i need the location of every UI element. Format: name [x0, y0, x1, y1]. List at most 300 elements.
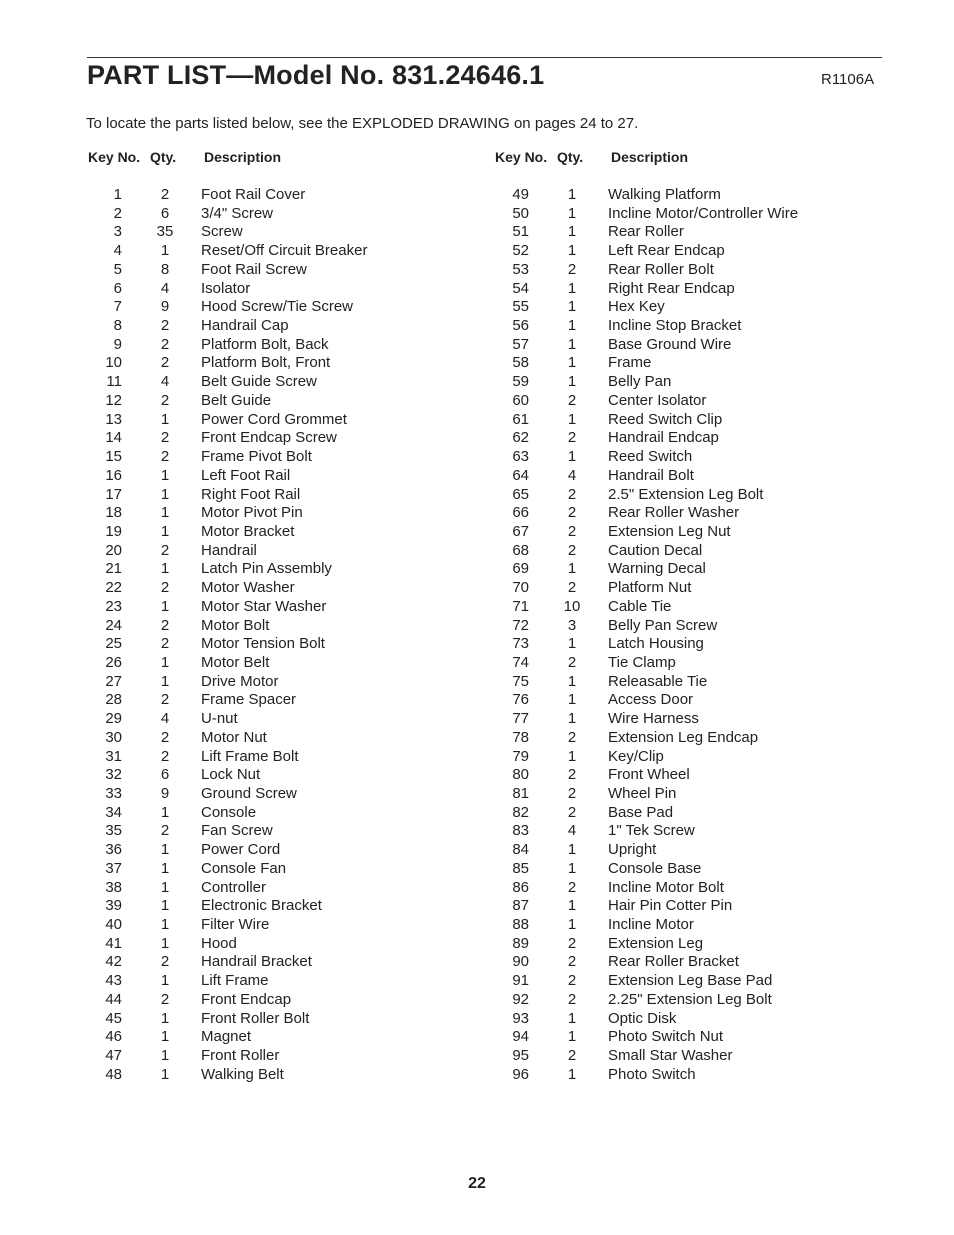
header-key-no: Key No.	[495, 149, 548, 165]
part-row	[86, 1028, 476, 1047]
part-key-no: 64	[512, 466, 529, 484]
part-row	[493, 972, 883, 991]
part-row	[86, 429, 476, 448]
part-description: Incline Motor Bolt	[608, 878, 724, 896]
part-description: Ground Screw	[201, 785, 297, 802]
page-number: 22	[468, 1175, 486, 1192]
part-key-no: 69	[512, 560, 529, 578]
part-key-no: 54	[512, 279, 529, 297]
part-row	[493, 953, 883, 972]
part-qty: 1	[567, 859, 577, 877]
part-qty: 1	[160, 897, 170, 915]
part-row	[86, 560, 476, 579]
part-key-no: 77	[512, 710, 529, 728]
part-qty: 1	[567, 1065, 577, 1083]
part-key-no: 25	[105, 635, 122, 653]
part-qty: 1	[567, 897, 577, 915]
part-key-no: 37	[105, 859, 122, 877]
part-key-no: 38	[105, 878, 122, 896]
part-qty: 1	[160, 1065, 170, 1083]
part-description: Base Pad	[608, 803, 674, 821]
part-key-no: 78	[512, 728, 529, 746]
part-key-no: 56	[512, 317, 529, 335]
part-qty: 1	[160, 934, 170, 952]
part-row	[86, 523, 476, 542]
part-description: Front Roller	[201, 1047, 280, 1065]
part-row	[493, 467, 883, 486]
part-description: Cable Tie	[608, 597, 672, 615]
part-description: Motor Belt	[201, 653, 270, 671]
part-description: Wire Harness	[608, 710, 699, 728]
part-qty: 1	[160, 1047, 170, 1065]
part-description: Front Endcap Screw	[201, 429, 337, 447]
part-key-no: 5	[113, 260, 122, 278]
part-key-no: 30	[105, 728, 122, 746]
part-qty: 2	[160, 635, 170, 653]
part-description: Tie Clamp	[608, 653, 676, 671]
part-key-no: 41	[105, 934, 122, 952]
part-row	[86, 635, 476, 654]
part-row	[86, 1010, 476, 1029]
part-qty: 2	[160, 616, 170, 634]
part-description: 2.5" Extension Leg Bolt	[608, 485, 764, 503]
part-key-no: 84	[512, 841, 529, 859]
part-description: Frame Pivot Bolt	[201, 448, 312, 466]
part-qty: 2	[567, 972, 577, 990]
part-description: Belt Guide	[201, 391, 272, 409]
part-row	[86, 317, 476, 336]
part-description: Warning Decal	[608, 560, 706, 578]
part-row	[493, 935, 883, 954]
part-row	[86, 205, 476, 224]
part-qty: 1	[160, 916, 170, 934]
part-qty: 1	[567, 560, 577, 578]
part-key-no: 73	[512, 635, 529, 653]
part-qty: 1	[567, 672, 577, 690]
part-row	[86, 691, 476, 710]
part-description: Left Foot Rail	[201, 466, 291, 484]
part-key-no: 9	[113, 335, 122, 353]
part-qty: 2	[567, 878, 577, 896]
part-description: 3/4" Screw	[201, 204, 274, 222]
part-qty: 2	[567, 653, 577, 671]
part-qty: 2	[160, 953, 170, 971]
part-key-no: 90	[512, 953, 529, 971]
part-description: Lift Frame	[201, 972, 269, 990]
part-row	[86, 373, 476, 392]
part-key-no: 96	[512, 1065, 529, 1083]
part-row	[86, 354, 476, 373]
part-description: Platform Bolt, Front	[201, 354, 331, 372]
part-row	[86, 504, 476, 523]
part-row	[493, 785, 883, 804]
part-key-no: 71	[512, 597, 529, 615]
part-description: Wheel Pin	[608, 785, 677, 802]
parts-list-left	[86, 186, 476, 1085]
part-row	[493, 991, 883, 1010]
part-key-no: 86	[512, 878, 529, 896]
part-row	[493, 223, 883, 242]
part-description: Handrail Bracket	[201, 953, 312, 971]
part-description: Motor Nut	[201, 728, 267, 746]
part-description: Center Isolator	[608, 391, 707, 409]
part-description: Belt Guide Screw	[201, 373, 317, 391]
part-key-no: 21	[105, 560, 122, 578]
part-description: Console	[201, 803, 257, 821]
part-row	[86, 598, 476, 617]
part-row	[493, 1047, 883, 1066]
part-key-no: 94	[512, 1028, 529, 1046]
part-description: Latch Pin Assembly	[201, 560, 332, 578]
part-row	[493, 879, 883, 898]
part-description: Hood Screw/Tie Screw	[201, 298, 353, 316]
part-qty: 2	[160, 335, 170, 353]
part-key-no: 87	[512, 897, 529, 915]
part-qty: 1	[160, 1009, 170, 1027]
part-description: Incline Motor	[608, 916, 694, 934]
part-row	[493, 710, 883, 729]
part-key-no: 57	[512, 335, 529, 353]
part-qty: 2	[160, 186, 170, 203]
header-description: Description	[611, 149, 689, 165]
part-qty: 1	[567, 317, 577, 335]
part-qty: 1	[567, 298, 577, 316]
part-description: Lock Nut	[201, 766, 261, 784]
part-key-no: 36	[105, 841, 122, 859]
part-key-no: 53	[512, 260, 529, 278]
part-row	[493, 916, 883, 935]
part-key-no: 76	[512, 691, 529, 709]
part-description: Caution Decal	[608, 541, 703, 559]
part-qty: 1	[567, 635, 577, 653]
part-qty: 2	[160, 728, 170, 746]
part-row	[86, 542, 476, 561]
part-key-no: 46	[105, 1028, 122, 1046]
part-row	[493, 280, 883, 299]
part-row	[493, 598, 883, 617]
part-description: Screw	[201, 223, 243, 241]
part-row	[493, 654, 883, 673]
part-key-no: 22	[105, 579, 122, 597]
part-key-no: 24	[105, 616, 122, 634]
part-description: Extension Leg Endcap	[608, 728, 759, 746]
part-row	[493, 354, 883, 373]
part-description: Foot Rail Screw	[201, 260, 307, 278]
part-description: Hex Key	[608, 298, 665, 316]
parts-list-right	[493, 186, 883, 1085]
part-description: U-nut	[201, 710, 238, 728]
part-row	[493, 860, 883, 879]
part-qty: 6	[160, 766, 170, 784]
part-key-no: 35	[105, 822, 122, 840]
part-key-no: 49	[512, 186, 529, 203]
part-description: Handrail	[201, 541, 257, 559]
part-row	[493, 411, 883, 430]
part-qty: 1	[567, 1028, 577, 1046]
part-key-no: 82	[512, 803, 529, 821]
part-key-no: 68	[512, 541, 529, 559]
part-row	[493, 392, 883, 411]
part-qty: 2	[567, 541, 577, 559]
part-key-no: 44	[105, 990, 122, 1008]
part-description: Right Foot Rail	[201, 485, 301, 503]
part-description: Motor Bracket	[201, 522, 295, 540]
part-row	[86, 804, 476, 823]
part-key-no: 11	[106, 373, 122, 391]
part-row	[86, 1047, 476, 1066]
part-key-no: 23	[105, 597, 122, 615]
part-row	[86, 280, 476, 299]
part-row	[86, 579, 476, 598]
part-row	[493, 673, 883, 692]
part-row	[86, 1066, 476, 1085]
part-row	[493, 822, 883, 841]
part-description: Photo Switch Nut	[608, 1028, 724, 1046]
part-description: Releasable Tie	[608, 672, 708, 690]
part-key-no: 14	[105, 429, 122, 447]
part-key-no: 17	[105, 485, 122, 503]
part-key-no: 63	[512, 448, 529, 466]
part-description: 1" Tek Screw	[608, 822, 695, 840]
part-description: Small Star Washer	[608, 1047, 733, 1065]
part-row	[493, 1066, 883, 1085]
part-row	[86, 617, 476, 636]
part-description: Front Wheel	[608, 766, 690, 784]
part-row	[493, 579, 883, 598]
part-description: Handrail Endcap	[608, 429, 719, 447]
part-description: Extension Leg	[608, 934, 704, 952]
intro-text: To locate the parts listed below, see the EXPLODED DRAWING on pages 24 to 27.	[86, 115, 639, 132]
part-key-no: 58	[512, 354, 529, 372]
header-key-no: Key No.	[88, 149, 141, 165]
part-qty: 1	[160, 560, 170, 578]
part-key-no: 32	[105, 766, 122, 784]
part-key-no: 89	[512, 934, 529, 952]
part-row	[86, 766, 476, 785]
part-row	[86, 673, 476, 692]
part-qty: 1	[160, 803, 170, 821]
part-description: Walking Platform	[608, 186, 721, 203]
part-row	[493, 560, 883, 579]
part-qty: 2	[160, 990, 170, 1008]
part-key-no: 28	[105, 691, 122, 709]
part-row	[493, 1010, 883, 1029]
part-qty: 1	[160, 597, 170, 615]
part-row	[493, 298, 883, 317]
part-qty: 2	[160, 317, 170, 335]
part-qty: 1	[567, 410, 577, 428]
part-row	[86, 916, 476, 935]
part-qty: 2	[160, 448, 170, 466]
part-description: Power Cord Grommet	[201, 410, 347, 428]
part-qty: 1	[567, 354, 577, 372]
part-description: Latch Housing	[608, 635, 704, 653]
part-key-no: 79	[512, 747, 529, 765]
part-qty: 2	[567, 953, 577, 971]
part-description: Platform Nut	[608, 579, 692, 597]
part-qty: 4	[160, 373, 170, 391]
part-qty: 1	[160, 485, 170, 503]
part-key-no: 93	[512, 1009, 529, 1027]
part-qty: 4	[160, 710, 170, 728]
part-key-no: 4	[113, 242, 122, 260]
part-description: Motor Bolt	[201, 616, 270, 634]
part-row	[86, 186, 476, 205]
part-row	[493, 897, 883, 916]
part-key-no: 13	[105, 410, 122, 428]
part-description: Reed Switch	[608, 448, 693, 466]
part-row	[86, 654, 476, 673]
part-key-no: 43	[105, 972, 122, 990]
part-key-no: 8	[113, 317, 122, 335]
part-description: Walking Belt	[201, 1065, 284, 1083]
part-row	[493, 186, 883, 205]
part-qty: 4	[567, 822, 577, 840]
part-key-no: 74	[512, 653, 529, 671]
part-key-no: 59	[512, 373, 529, 391]
part-description: Handrail Bolt	[608, 466, 694, 484]
part-qty: 2	[567, 990, 577, 1008]
part-description: 2.25" Extension Leg Bolt	[608, 990, 772, 1008]
part-qty: 2	[567, 522, 577, 540]
part-qty: 2	[567, 485, 577, 503]
part-key-no: 75	[512, 672, 529, 690]
part-key-no: 92	[512, 990, 529, 1008]
part-description: Magnet	[201, 1028, 252, 1046]
part-description: Console Fan	[201, 859, 287, 877]
part-description: Reed Switch Clip	[608, 410, 723, 428]
part-row	[86, 972, 476, 991]
part-key-no: 18	[105, 504, 122, 522]
part-key-no: 10	[105, 354, 122, 372]
part-qty: 1	[160, 859, 170, 877]
part-row	[493, 486, 883, 505]
part-row	[493, 205, 883, 224]
part-description: Frame	[608, 354, 652, 372]
part-row	[493, 373, 883, 392]
part-key-no: 26	[105, 653, 122, 671]
part-description: Left Rear Endcap	[608, 242, 725, 260]
part-description: Electronic Bracket	[201, 897, 322, 915]
part-key-no: 1	[113, 186, 122, 203]
title-rule	[87, 57, 882, 58]
part-key-no: 20	[105, 541, 122, 559]
part-key-no: 55	[512, 298, 529, 316]
part-description: Motor Pivot Pin	[201, 504, 303, 522]
part-key-no: 31	[105, 747, 122, 765]
part-description: Extension Leg Base Pad	[608, 972, 773, 990]
part-qty: 9	[160, 298, 170, 316]
part-qty: 1	[160, 672, 170, 690]
part-description: Rear Roller	[608, 223, 684, 241]
part-description: Handrail Cap	[201, 317, 289, 335]
part-row	[86, 392, 476, 411]
part-row	[86, 860, 476, 879]
part-qty: 2	[160, 391, 170, 409]
part-description: Incline Motor/Controller Wire	[608, 204, 799, 222]
part-row	[86, 879, 476, 898]
part-qty: 2	[160, 747, 170, 765]
part-qty: 1	[567, 223, 577, 241]
part-description: Hair Pin Cotter Pin	[608, 897, 733, 915]
part-row	[86, 242, 476, 261]
part-key-no: 6	[113, 279, 122, 297]
part-qty: 1	[160, 410, 170, 428]
part-description: Hood	[201, 934, 237, 952]
part-row	[493, 448, 883, 467]
revision-code: R1106A	[821, 71, 875, 88]
part-key-no: 65	[512, 485, 529, 503]
part-key-no: 42	[105, 953, 122, 971]
part-row	[493, 261, 883, 280]
part-description: Lift Frame Bolt	[201, 747, 299, 765]
part-description: Fan Screw	[201, 822, 273, 840]
part-row	[86, 336, 476, 355]
part-row	[86, 897, 476, 916]
part-qty: 1	[567, 335, 577, 353]
header-qty: Qty.	[557, 149, 584, 165]
column-header	[493, 149, 883, 169]
part-key-no: 39	[105, 897, 122, 915]
part-qty: 1	[160, 242, 170, 260]
part-description: Front Endcap	[201, 990, 292, 1008]
part-qty: 2	[567, 934, 577, 952]
part-qty: 1	[160, 841, 170, 859]
part-key-no: 48	[105, 1065, 122, 1083]
part-qty: 1	[160, 504, 170, 522]
part-row	[493, 242, 883, 261]
part-qty: 4	[160, 279, 170, 297]
part-qty: 1	[567, 1009, 577, 1027]
part-qty: 1	[160, 878, 170, 896]
part-row	[86, 841, 476, 860]
part-row	[493, 766, 883, 785]
part-qty: 2	[160, 691, 170, 709]
part-description: Extension Leg Nut	[608, 522, 731, 540]
part-description: Rear Roller Washer	[608, 504, 740, 522]
part-key-no: 91	[512, 972, 529, 990]
part-key-no: 51	[512, 223, 529, 241]
part-qty: 35	[156, 223, 174, 241]
part-description: Belly Pan	[608, 373, 672, 391]
part-row	[86, 467, 476, 486]
part-description: Power Cord	[201, 841, 281, 859]
part-row	[86, 785, 476, 804]
part-qty: 2	[567, 429, 577, 447]
part-qty: 2	[567, 579, 577, 597]
part-key-no: 12	[105, 391, 122, 409]
part-qty: 4	[567, 466, 577, 484]
part-description: Rear Roller Bolt	[608, 260, 714, 278]
part-row	[86, 261, 476, 280]
part-key-no: 7	[113, 298, 122, 316]
part-qty: 1	[160, 1028, 170, 1046]
part-key-no: 83	[512, 822, 529, 840]
part-row	[493, 691, 883, 710]
part-qty: 2	[567, 785, 577, 802]
part-description: Photo Switch	[608, 1065, 696, 1083]
part-row	[86, 822, 476, 841]
part-key-no: 33	[105, 785, 122, 802]
part-row	[86, 223, 476, 242]
part-description: Access Door	[608, 691, 694, 709]
part-description: Front Roller Bolt	[201, 1009, 310, 1027]
part-qty: 1	[567, 373, 577, 391]
part-row	[493, 804, 883, 823]
part-row	[86, 710, 476, 729]
part-key-no: 27	[105, 672, 122, 690]
part-qty: 1	[160, 466, 170, 484]
